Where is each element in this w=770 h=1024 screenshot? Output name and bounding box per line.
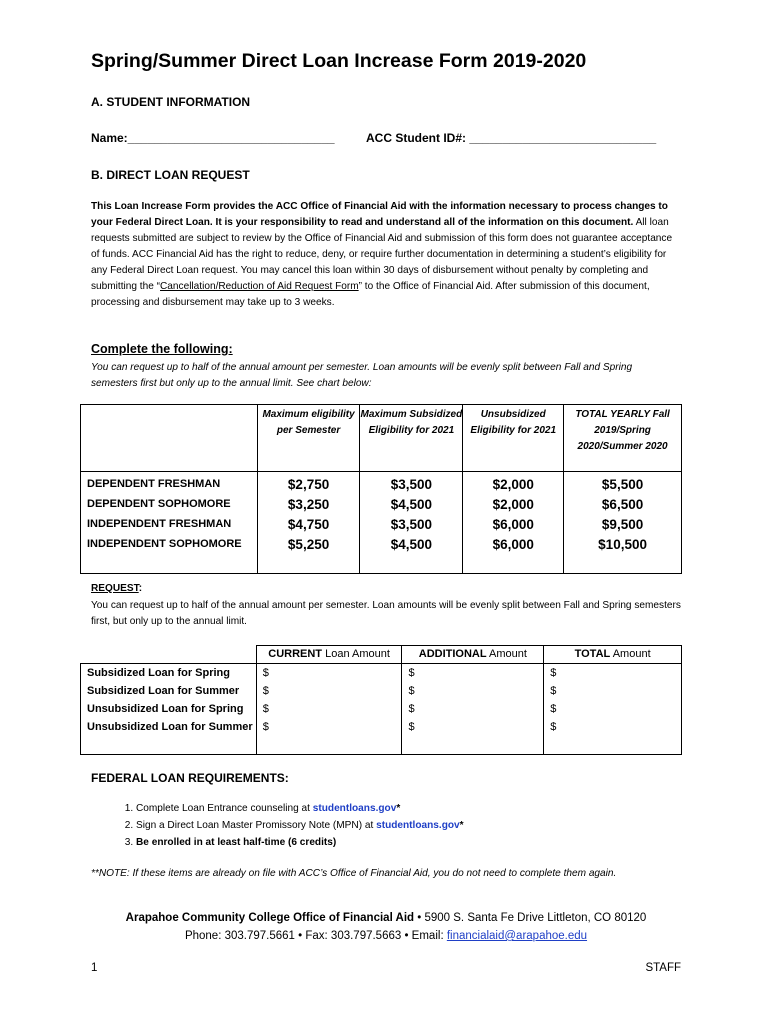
footer-office: Arapahoe Community College Office of Financial Aid • 5900 S. Santa Fe Drive Littleton, CO 80120 (125, 912, 647, 924)
table-cell: $2,000 (463, 495, 564, 515)
table-cell: $5,500 (564, 472, 682, 496)
table-row (81, 682, 682, 700)
table-cell: $4,750 (257, 515, 360, 535)
section-a-heading: A. STUDENT INFORMATION (91, 95, 251, 109)
page-title: Spring/Summer Direct Loan Increase Form 2019-2020 (91, 50, 587, 72)
table-cell: $4,500 (360, 495, 463, 515)
intro-bold-text: This Loan Increase Form provides the ACC Office of Financial Aid with the information necessary to process changes to your Federal Direct Loan. It is your responsibility to read and understand all of the information on this document. (91, 201, 668, 228)
federal-requirements-heading: FEDERAL LOAN REQUIREMENTS: (91, 771, 289, 785)
student-info-row (91, 131, 681, 145)
intro-paragraph (91, 199, 681, 311)
amount-input[interactable]: $ (402, 700, 544, 718)
request-table (80, 645, 682, 755)
studentloans-link[interactable]: studentloans.gov (376, 820, 460, 831)
student-id-field[interactable]: ACC Student ID#: ____________________________ (366, 131, 657, 145)
footer-contact: Phone: 303.797.5661 • Fax: 303.797.5663 • Email: financialaid@arapahoe.edu (184, 930, 588, 942)
eligibility-header-row (81, 405, 682, 472)
table-row (81, 515, 682, 535)
table-row (81, 664, 682, 683)
table-row (81, 718, 682, 755)
amount-input[interactable]: $ (402, 664, 544, 683)
amount-input[interactable]: $ (544, 664, 682, 683)
amount-input[interactable]: $ (256, 718, 402, 755)
complete-note: You can request up to half of the annual amount per semester. Loan amounts will be evenly split between Fall and Spring semesters first but only up to the annual limit. See chart below: (91, 362, 633, 389)
table-cell: $9,500 (564, 515, 682, 535)
table-cell: $6,000 (463, 515, 564, 535)
table-row (81, 472, 682, 496)
amount-input[interactable]: $ (544, 718, 682, 755)
table-cell: $3,500 (360, 472, 463, 496)
table-cell: $3,250 (257, 495, 360, 515)
row-label: INDEPENDENT SOPHOMORE (81, 535, 258, 574)
row-label: Unsubsidized Loan for Spring (81, 700, 257, 718)
table-row (81, 700, 682, 718)
table-cell: $10,500 (564, 535, 682, 574)
amount-input[interactable]: $ (256, 700, 402, 718)
staff-label: STAFF (645, 962, 681, 974)
request-text: You can request up to half of the annual amount per semester. Loan amounts will be evenly split between Fall and Spring semesters first, but only up to the annual limit. (91, 600, 681, 627)
amount-input[interactable]: $ (544, 682, 682, 700)
column-header: Maximum Subsidized Eligibility for 2021 (360, 405, 463, 472)
amount-input[interactable]: $ (256, 682, 402, 700)
note-text: **NOTE: If these items are already on file with ACC’s Office of Financial Aid, you do not need to complete them again. (91, 868, 617, 879)
list-item: 1. Complete Loan Entrance counseling at studentloans.gov* (136, 800, 464, 817)
intro-text-1: All loan requests submitted are subject to review by the Office of Financial Aid and submission of this form does not guarantee acceptance of funds. ACC Financial Aid has the right to reduce, deny, or require further documentation in determining a student’s eligibility for any Federal Direct Loan request. You may cancel this loan within 30 days of disbursement without penalty by completing and submitting the “ (91, 217, 673, 292)
studentloans-link[interactable]: studentloans.gov (312, 803, 397, 814)
request-header-row (81, 646, 682, 664)
section-b-heading: B. DIRECT LOAN REQUEST (91, 168, 250, 182)
table-cell: $5,250 (257, 535, 360, 574)
amount-input[interactable]: $ (256, 664, 402, 683)
table-cell: $2,000 (463, 472, 564, 496)
row-label: INDEPENDENT FRESHMAN (81, 515, 258, 535)
list-item: 3. Be enrolled in at least half-time (6 credits) (136, 834, 464, 851)
table-cell: $3,500 (360, 515, 463, 535)
row-label: DEPENDENT SOPHOMORE (81, 495, 258, 515)
column-header: Maximum eligibility per Semester (257, 405, 360, 472)
list-item: 2. Sign a Direct Loan Master Promissory Note (MPN) at studentloans.gov* (136, 817, 464, 834)
row-label: Subsidized Loan for Spring (81, 664, 257, 683)
column-header: TOTAL YEARLY Fall 2019/Spring 2020/Summer 2020 (564, 405, 682, 472)
table-cell: $6,000 (463, 535, 564, 574)
table-cell: $2,750 (257, 472, 360, 496)
table-cell: $6,500 (564, 495, 682, 515)
column-header: TOTAL Amount (544, 646, 682, 664)
amount-input[interactable]: $ (402, 718, 544, 755)
page-number: 1 (91, 962, 98, 974)
complete-heading: Complete the following: (91, 342, 233, 356)
cancellation-form-link[interactable]: Cancellation/Reduction of Aid Request Form (160, 281, 359, 292)
amount-input[interactable]: $ (544, 700, 682, 718)
table-row (81, 535, 682, 574)
email-link[interactable]: financialaid@arapahoe.edu (446, 930, 588, 942)
eligibility-table (80, 404, 682, 574)
column-header: Unsubsidized Eligibility for 2021 (463, 405, 564, 472)
intro-text-2: ” to the Office of Financial Aid. After submission of this document, processing and disbursement may take up to 3 weeks. (91, 281, 650, 308)
column-header: ADDITIONAL Amount (402, 646, 544, 664)
row-label: Subsidized Loan for Summer (81, 682, 257, 700)
amount-input[interactable]: $ (402, 682, 544, 700)
table-cell: $4,500 (360, 535, 463, 574)
table-row (81, 495, 682, 515)
name-field[interactable]: Name:_______________________________ (91, 131, 335, 145)
column-header: CURRENT Loan Amount (256, 646, 402, 664)
request-label: REQUEST: (91, 583, 143, 594)
row-label: Unsubsidized Loan for Summer (81, 718, 257, 755)
requirements-list (91, 800, 464, 851)
row-label: DEPENDENT FRESHMAN (81, 472, 258, 496)
